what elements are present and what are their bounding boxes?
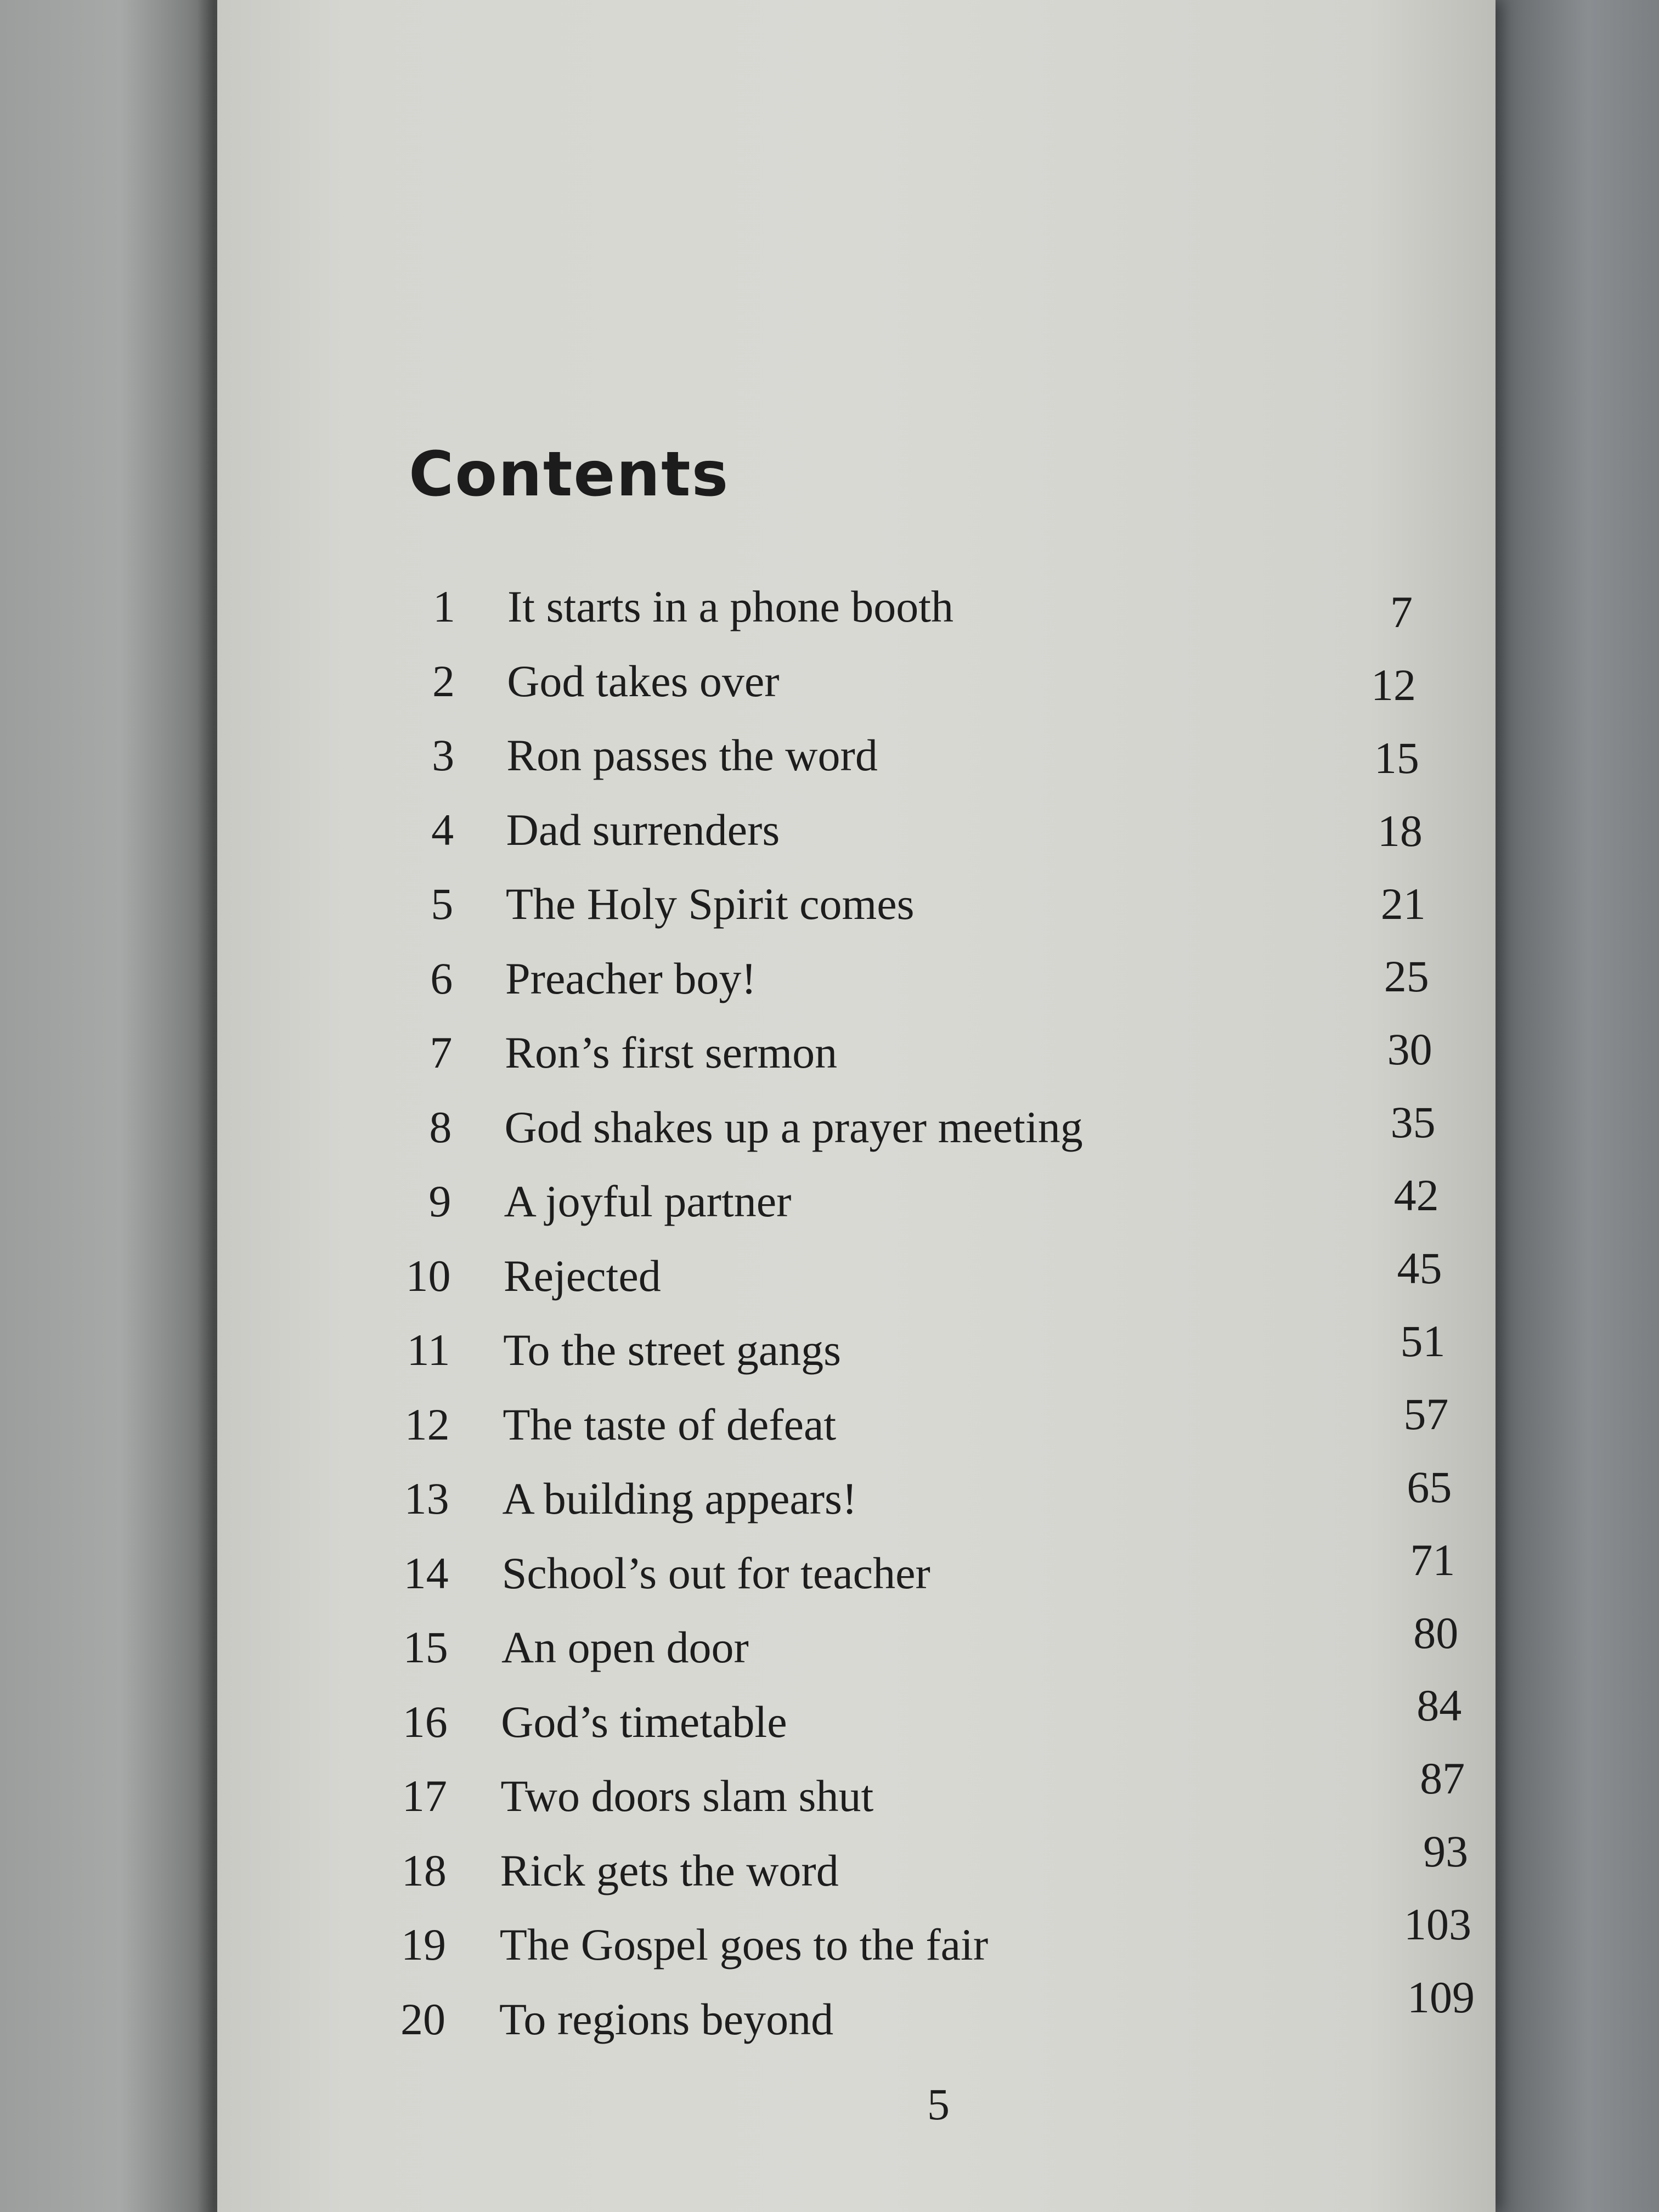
chapter-page: 42: [1393, 1170, 1439, 1221]
chapter-title: A joyful partner: [504, 1176, 792, 1227]
chapter-title: An open door: [501, 1622, 749, 1673]
chapter-number: 16: [402, 1696, 448, 1747]
chapter-page: 51: [1400, 1316, 1446, 1366]
chapter-title: God takes over: [507, 656, 780, 706]
chapter-title: A building appears!: [502, 1474, 857, 1524]
chapter-page: 84: [1417, 1680, 1462, 1731]
chapter-page: 109: [1407, 1972, 1475, 2022]
chapter-page: 71: [1410, 1534, 1455, 1585]
chapter-number: 13: [404, 1474, 449, 1524]
chapter-page: 7: [1390, 587, 1413, 637]
chapter-title: School’s out for teacher: [501, 1548, 930, 1598]
chapter-number: 9: [428, 1176, 452, 1227]
page-number: 5: [927, 2079, 950, 2129]
contents-heading: Contents: [409, 439, 730, 510]
chapter-number: 20: [400, 1994, 445, 2044]
chapter-page: 12: [1370, 659, 1416, 710]
chapter-page: 93: [1423, 1826, 1469, 1877]
chapter-number: 1: [433, 582, 455, 631]
chapter-number: 17: [402, 1771, 447, 1821]
chapter-page: 30: [1387, 1024, 1432, 1075]
chapter-title: The Gospel goes to the fair: [499, 1920, 989, 1970]
chapter-title: God’s timetable: [501, 1696, 787, 1747]
chapter-number: 6: [430, 953, 453, 1003]
chapter-number: 15: [403, 1622, 448, 1673]
chapter-number: 4: [431, 804, 454, 855]
chapter-title: Ron passes the word: [506, 730, 878, 781]
chapter-number: 3: [432, 730, 455, 781]
chapter-number: 12: [404, 1399, 450, 1449]
chapter-number: 19: [400, 1920, 446, 1970]
chapter-page: 87: [1420, 1753, 1465, 1804]
chapter-title: Rejected: [503, 1250, 661, 1301]
chapter-number: 14: [403, 1548, 449, 1598]
chapter-title: God shakes up a prayer meeting: [504, 1102, 1083, 1152]
chapter-page: 65: [1407, 1462, 1452, 1512]
chapter-number: 7: [430, 1028, 453, 1078]
chapter-title: Rick gets the word: [500, 1845, 839, 1895]
chapter-title: Two doors slam shut: [500, 1771, 874, 1821]
chapter-title: It starts in a phone booth: [507, 582, 954, 631]
chapter-page: 35: [1390, 1097, 1436, 1148]
chapter-number: 10: [405, 1250, 451, 1301]
chapter-page: 25: [1384, 951, 1429, 1002]
chapter-page: 45: [1397, 1243, 1442, 1294]
chapter-page: 103: [1404, 1899, 1472, 1950]
chapter-title: The taste of defeat: [503, 1399, 837, 1449]
chapter-number: 8: [429, 1102, 452, 1152]
chapter-number: 2: [432, 656, 455, 706]
chapter-number: 5: [431, 879, 454, 929]
chapter-title: Ron’s first sermon: [505, 1028, 838, 1078]
chapter-number: 11: [407, 1325, 450, 1375]
chapter-page: 21: [1380, 878, 1426, 929]
chapter-title: To regions beyond: [499, 1994, 834, 2044]
chapter-title: Preacher boy!: [505, 953, 757, 1003]
chapter-title: To the street gangs: [503, 1325, 842, 1375]
chapter-page: 80: [1413, 1607, 1459, 1658]
chapter-number: 18: [401, 1845, 447, 1895]
chapter-title: Dad surrenders: [506, 804, 780, 855]
chapter-page: 15: [1374, 732, 1419, 783]
chapter-page: 57: [1403, 1389, 1449, 1439]
chapter-page: 18: [1377, 805, 1423, 856]
chapter-title: The Holy Spirit comes: [505, 879, 915, 929]
